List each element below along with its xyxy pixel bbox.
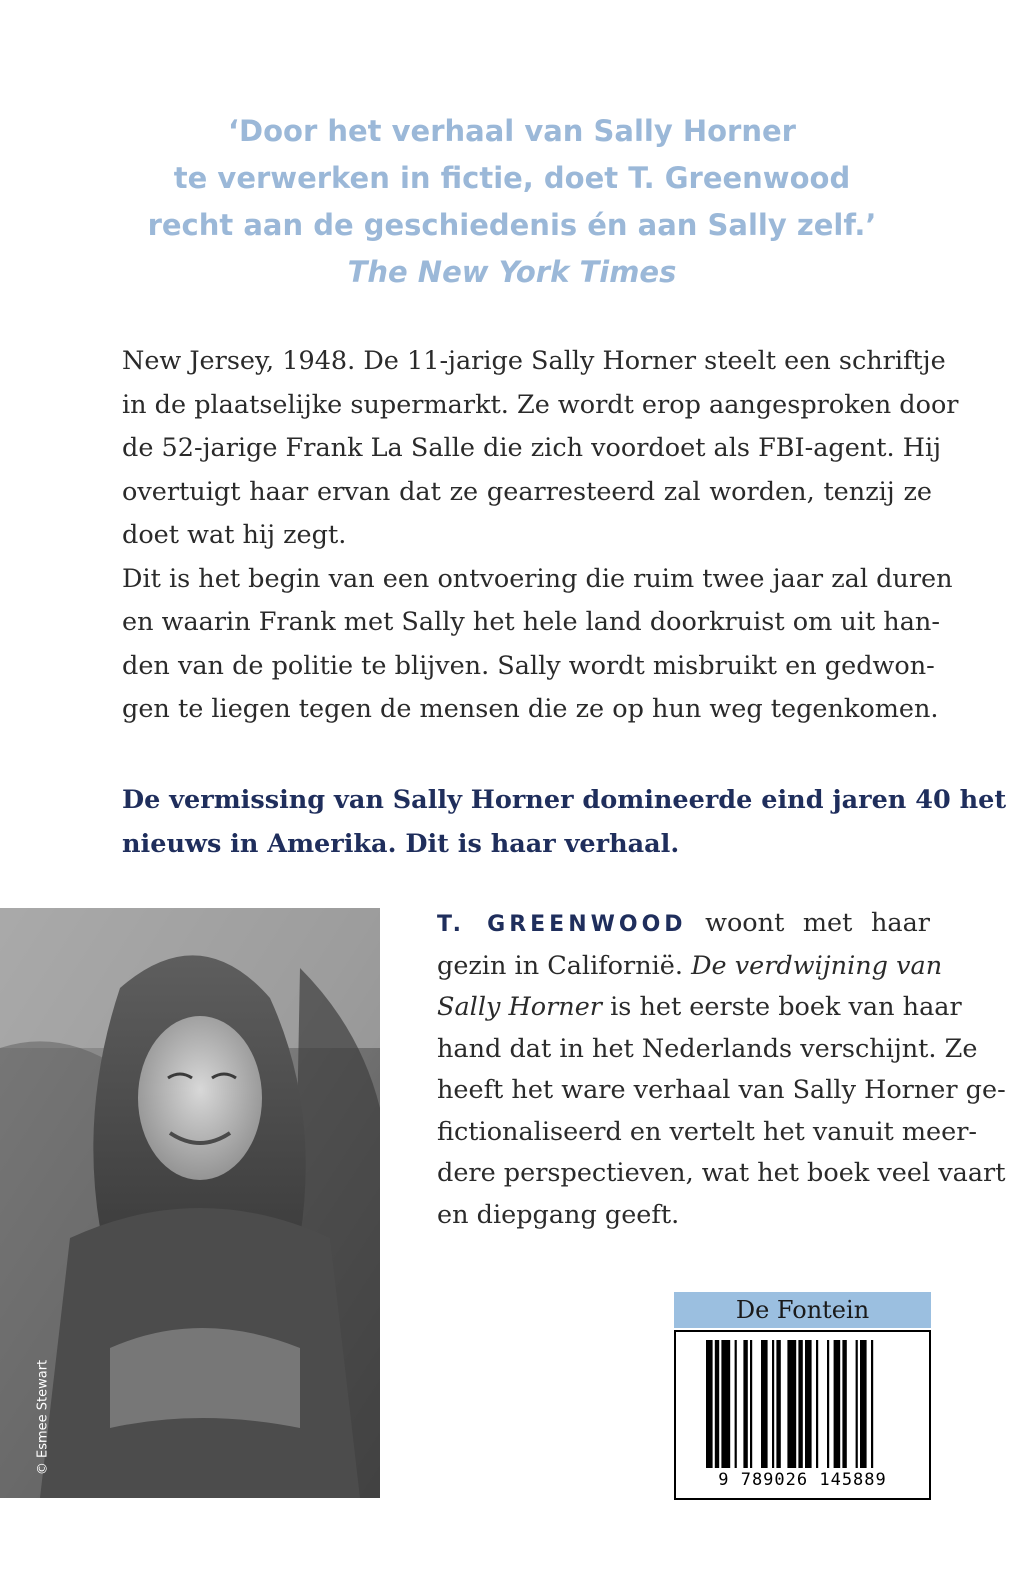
photo-credit <box>30 1340 50 1500</box>
book-blurb <box>122 340 959 732</box>
publisher-label: De Fontein <box>674 1292 931 1328</box>
barcode-bar <box>772 1340 774 1468</box>
blurb-line: gen te liegen tegen de mensen die ze op hun weg tegenkomen. <box>122 694 939 724</box>
barcode-bar <box>871 1340 873 1468</box>
book-title: De verdwijning van <box>691 950 943 981</box>
photo-credit-text: © Esmee Stewart <box>35 1359 51 1476</box>
barcode-bar <box>860 1340 867 1468</box>
barcode-bar <box>856 1340 858 1468</box>
author-bio-line: dere perspectieven, wat het boek veel vaart <box>437 1158 1006 1188</box>
barcode-bar <box>805 1340 812 1468</box>
quote-line: recht aan de geschiedenis én aan Sally zelf.’ <box>147 208 877 242</box>
blurb-line: in de plaatselijke supermarkt. Ze wordt erop aangesproken door <box>122 389 959 420</box>
barcode-bar <box>706 1340 713 1468</box>
highlight-line: nieuws in Amerika. Dit is haar verhaal. <box>122 829 680 859</box>
quote-line: ‘Door het verhaal van Sally Horner <box>228 114 796 148</box>
blurb-line: Dit is het begin van een ontvoering die ruim twee jaar zal duren <box>122 563 953 594</box>
press-quote <box>100 108 924 296</box>
quote-source: The New York Times <box>347 255 677 289</box>
barcode-bar <box>834 1340 841 1468</box>
blurb-line: en waarin Frank met Sally het hele land doorkruist om uit han- <box>122 607 940 637</box>
blurb-line: de 52-jarige Frank La Salle die zich voordoet als FBI-agent. Hij <box>122 433 942 463</box>
barcode-bar <box>827 1340 829 1468</box>
author-photo-illustration <box>0 908 380 1498</box>
author-name: T. GREENWOOD <box>437 912 687 937</box>
barcode-number: 9 789026 145889 <box>718 1470 887 1490</box>
author-bio-text: gezin in Californië. <box>437 950 692 981</box>
blurb-line: New Jersey, 1948. De 11-jarige Sally Horner steelt een schriftje <box>122 346 946 376</box>
blurb-line: den van de politie te blijven. Sally wordt misbruikt en gedwon- <box>122 650 935 681</box>
author-bio-line: hand dat in het Nederlands verschijnt. Ze <box>437 1033 978 1064</box>
barcode-bar <box>842 1340 846 1468</box>
author-bio-line: fictionaliseerd en vertelt het vanuit meer- <box>437 1116 978 1147</box>
barcode-bar <box>750 1340 752 1468</box>
highlight-statement <box>122 778 1007 866</box>
barcode-bar <box>715 1340 719 1468</box>
author-bio-line <box>437 946 943 988</box>
barcode-bar <box>721 1340 730 1468</box>
author-bio-line <box>437 903 930 946</box>
barcode-bar <box>776 1340 780 1468</box>
barcode-bar <box>787 1340 796 1468</box>
author-bio-line: heeft het ware verhaal van Sally Horner ge- <box>437 1075 1006 1105</box>
quote-line: te verwerken in fictie, doet T. Greenwood <box>173 161 851 195</box>
blurb-line: doet wat hij zegt. <box>122 520 347 550</box>
book-title: Sally Horner <box>437 992 602 1022</box>
barcode-bar <box>816 1340 818 1468</box>
author-bio-text: is het eerste boek van haar <box>601 992 962 1022</box>
highlight-line: De vermissing van Sally Horner domineerde eind jaren 40 het <box>122 785 1007 815</box>
author-photo <box>0 908 380 1498</box>
blurb-line: overtuigt haar ervan dat ze gearresteerd zal worden, tenzij ze <box>122 476 932 507</box>
author-bio-line <box>437 987 962 1029</box>
barcode-bar <box>761 1340 768 1468</box>
author-bio-line: en diepgang geeft. <box>437 1199 680 1230</box>
barcode-bar <box>743 1340 747 1468</box>
author-bio <box>437 903 1006 1236</box>
barcode-bar <box>735 1340 737 1468</box>
author-bio-text: woont met haar <box>686 908 930 938</box>
barcode-bar <box>798 1340 802 1468</box>
